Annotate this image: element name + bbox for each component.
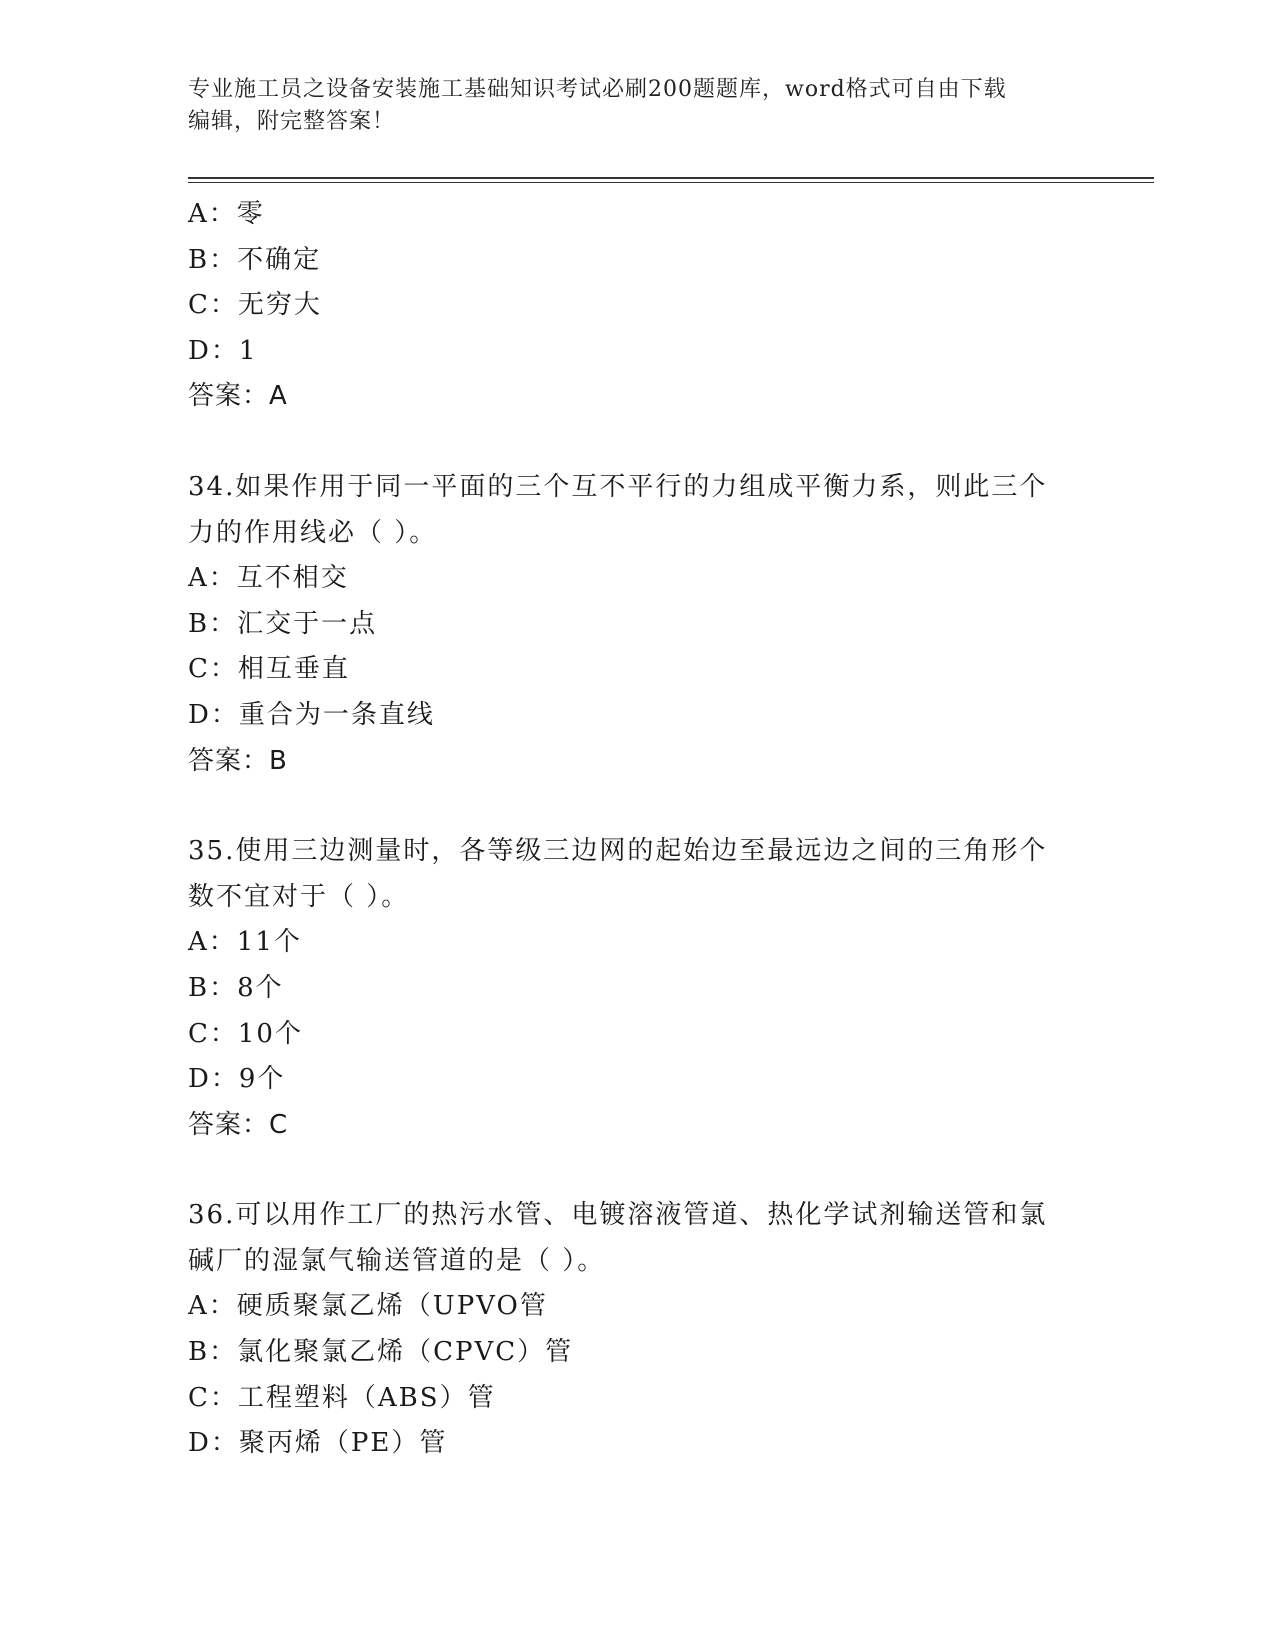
header-title-line-2: 编辑，附完整答案！ — [188, 109, 396, 134]
header-rule-top — [188, 177, 1154, 179]
option-d: D：重合为一条直线 — [188, 699, 435, 730]
header-title-line-1: 专业施工员之设备安装施工基础知识考试必刷200题题库，word格式可自由下载 — [188, 77, 1007, 102]
option-b: B：不确定 — [188, 244, 322, 275]
answer: 答案：A — [188, 381, 288, 412]
header-rule-bottom — [188, 182, 1154, 183]
option-a: A：互不相交 — [188, 563, 349, 594]
answer: 答案：C — [188, 1109, 289, 1140]
option-b: B：汇交于一点 — [188, 608, 378, 639]
option-d: D：1 — [188, 335, 258, 366]
option-a: A：零 — [188, 199, 265, 229]
answer: 答案：B — [188, 745, 288, 776]
option-c: C：10个 — [188, 1018, 303, 1049]
question-text-line-1: 36.可以用作工厂的热污水管、电镀溶液管道、热化学试剂输送管和氯 — [188, 1200, 1048, 1231]
question-33 — [188, 192, 1088, 420]
option-b: B：8个 — [188, 972, 284, 1003]
option-b: B：氯化聚氯乙烯（CPVC）管 — [188, 1337, 574, 1368]
question-34 — [188, 465, 1088, 784]
question-text-line-2: 数不宜对于（ ）。 — [188, 881, 410, 912]
option-d: D：9个 — [188, 1064, 286, 1095]
option-c: C：相互垂直 — [188, 654, 350, 685]
document-header — [188, 74, 1068, 138]
question-text-line-2: 碱厂的湿氯气输送管道的是（ ）。 — [188, 1245, 606, 1276]
option-c: C：工程塑料（ABS）管 — [188, 1382, 496, 1413]
option-a: A：11个 — [188, 927, 302, 958]
question-text-line-1: 34.如果作用于同一平面的三个互不平行的力组成平衡力系，则此三个 — [188, 471, 1048, 502]
option-c: C：无穷大 — [188, 290, 322, 321]
option-a: A：硬质聚氯乙烯（UPVO管 — [188, 1291, 548, 1322]
question-35 — [188, 829, 1088, 1148]
question-list — [188, 192, 1088, 1467]
question-text-line-1: 35.使用三边测量时，各等级三边网的起始边至最远边之间的三角形个 — [188, 836, 1048, 867]
option-d: D：聚丙烯（PE）管 — [188, 1428, 448, 1459]
question-text-line-2: 力的作用线必（ ）。 — [188, 517, 438, 548]
question-36 — [188, 1193, 1088, 1467]
